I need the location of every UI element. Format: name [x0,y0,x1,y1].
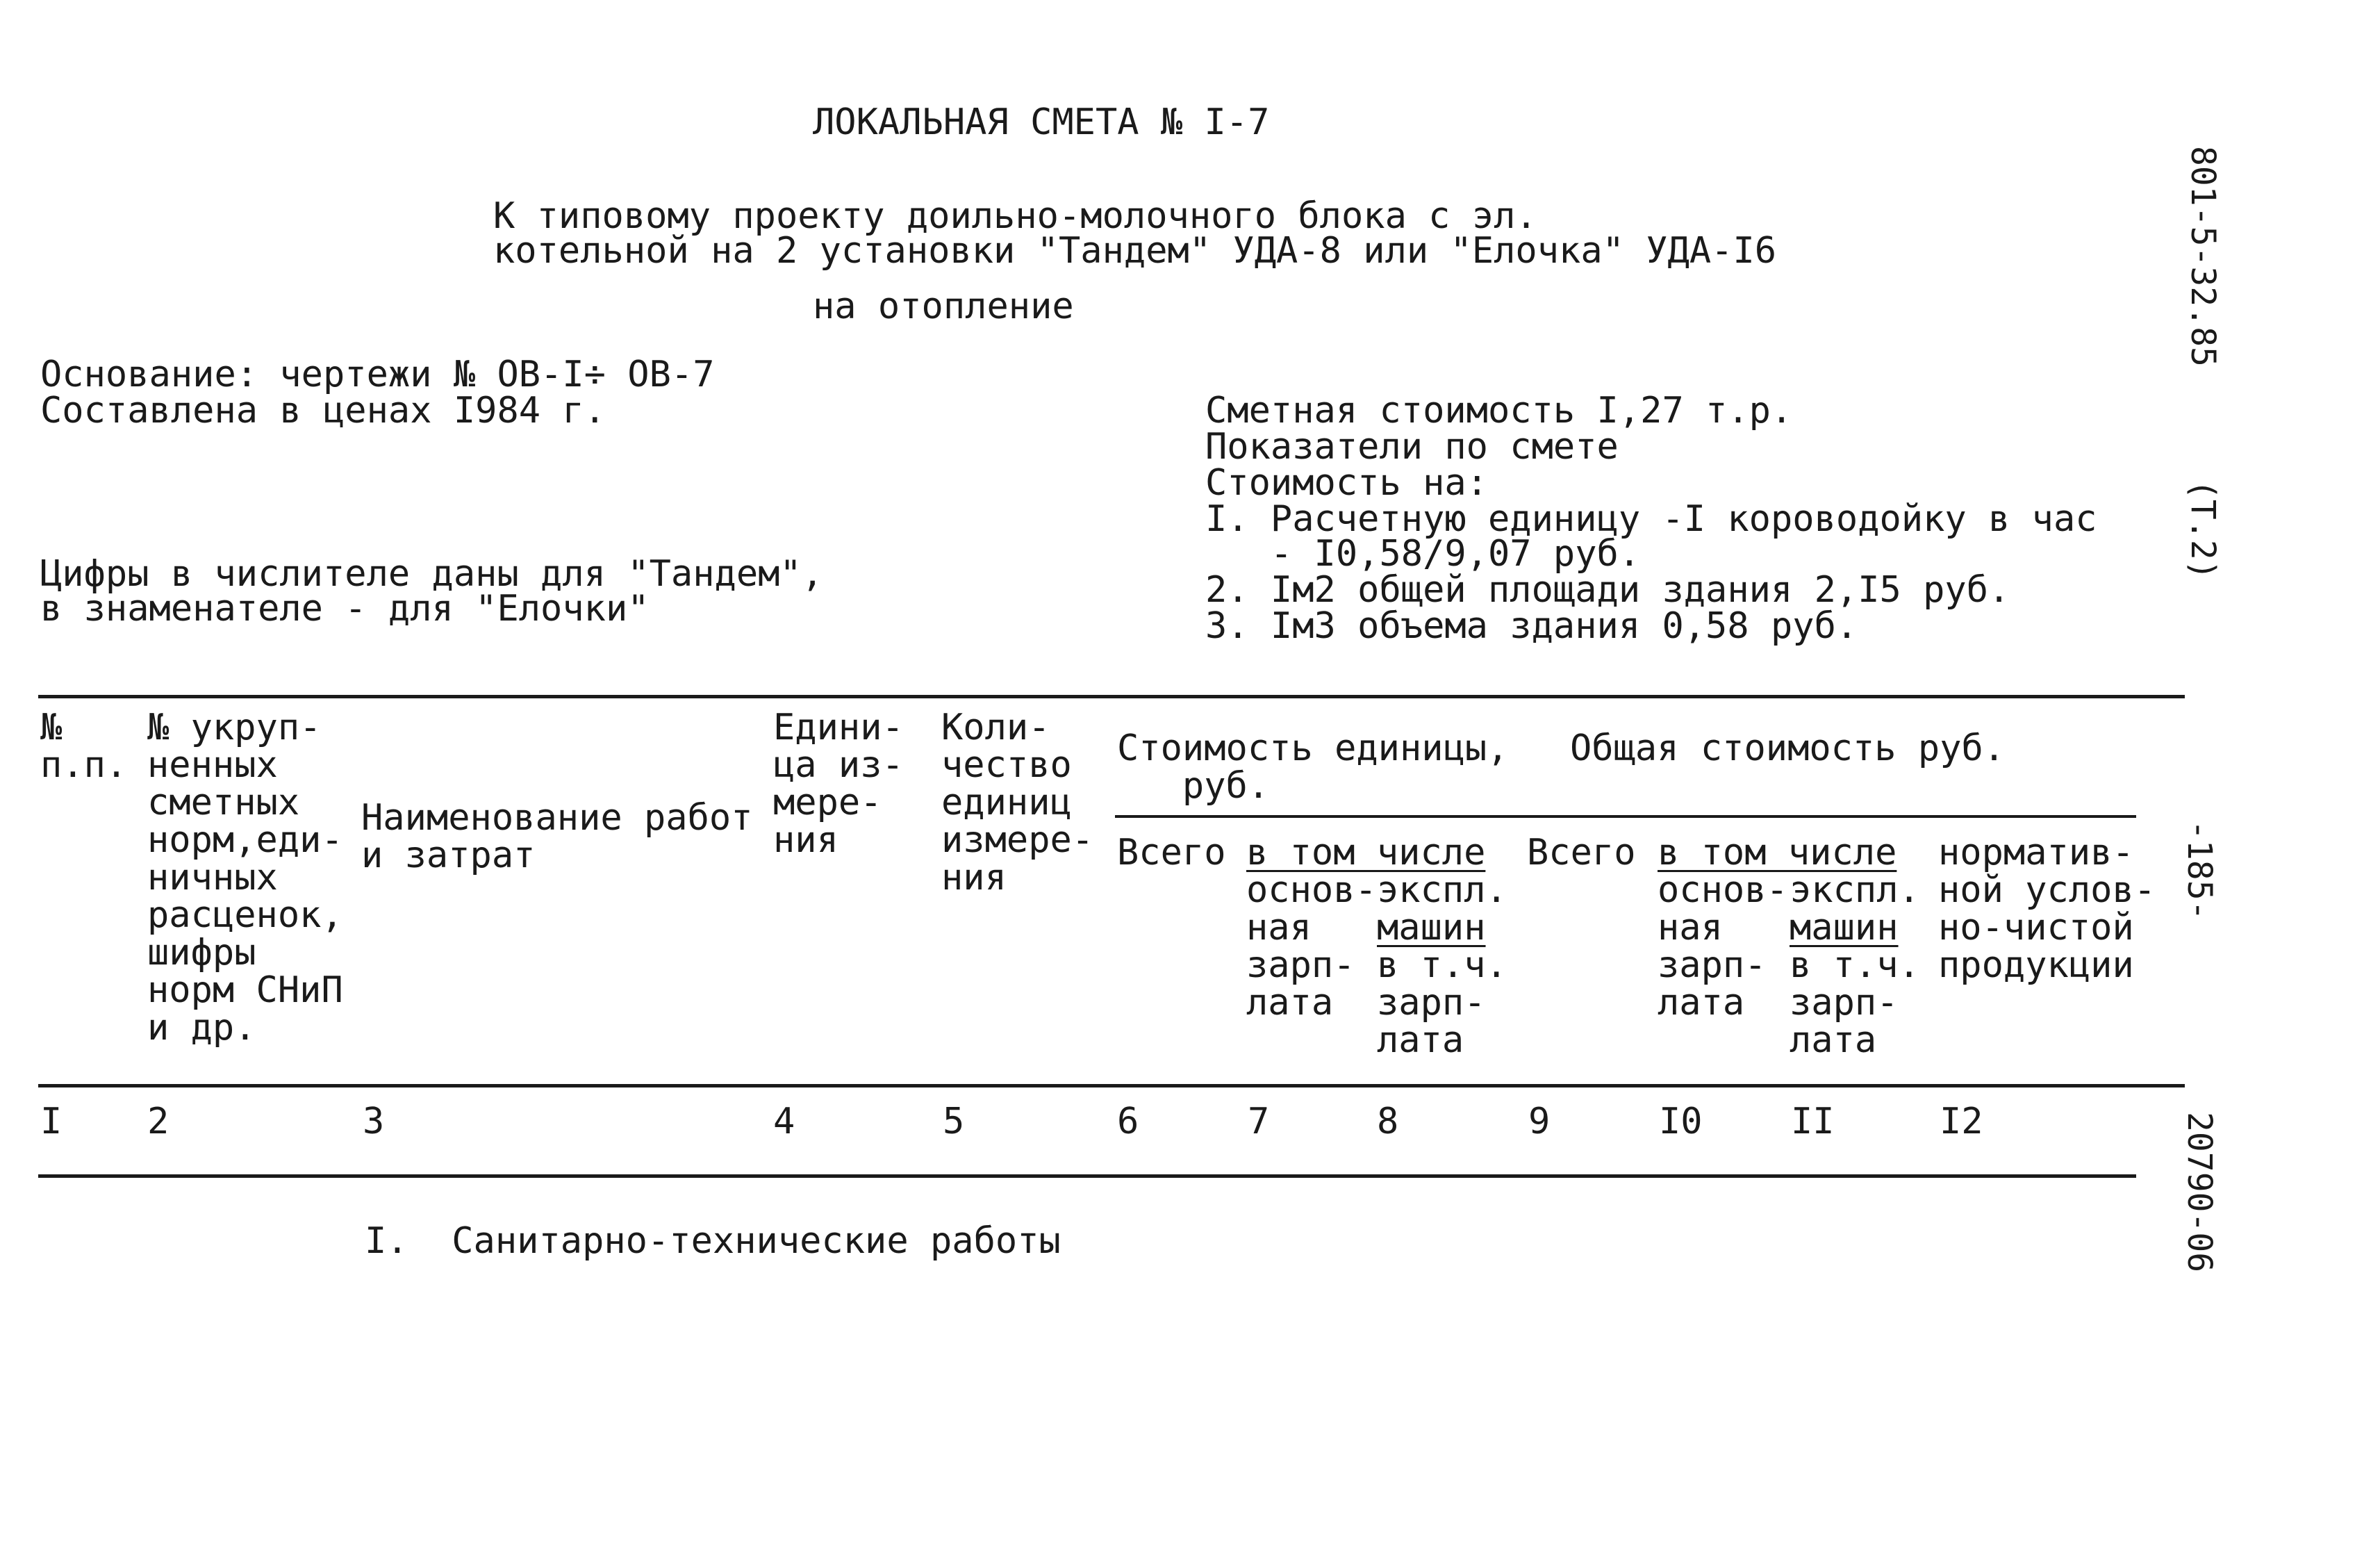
table-top-rule [38,695,2185,698]
header-col9-total: Всего [1527,832,1636,873]
col-number-7: 7 [1248,1101,1270,1142]
header-col1-number: № п.п. [40,707,128,786]
col-number-4: 4 [773,1101,795,1142]
header-col4-unit: Едини- ца из- мере- ния [773,707,904,861]
header-col8-salary: в т.ч. зарп- лата [1377,944,1507,1061]
price-basis: Составлена в ценах I984 г. [40,390,606,432]
note-line-1: Цифры в числителе даны для "Тандем", [40,553,824,595]
header-col11-machines: машин [1790,907,1899,949]
note-line-2: в знаменателе - для "Елочки" [40,588,650,630]
header-col6-total: Всего [1117,832,1226,873]
cost-item-1-value: - I0,58/9,07 руб. [1205,533,1641,575]
header-col2-norms: № укруп- ненных сметных норм,еди- ничных расценок, шифры норм СНиП и др. [147,707,343,1049]
document-title: ЛОКАЛЬНАЯ СМЕТА № I-7 [813,101,1270,143]
cost-item-3: 3. Iм3 объема здания 0,58 руб. [1205,605,1858,647]
header-col5-quantity: Коли- чество единиц измере- ния [941,707,1094,898]
col-number-11: II [1791,1101,1835,1142]
purpose: на отопление [813,286,1074,327]
indicators: Показатели по смете [1205,426,1619,468]
side-archive-code: 20790-06 [2180,1112,2219,1273]
col-number-10: I0 [1659,1101,1703,1142]
header-col10-base-salary: основ- ная зарп- лата [1658,869,1788,1024]
header-col3-name: Наименование работ и затрат [361,797,753,876]
col-number-9: 9 [1528,1101,1551,1142]
header-col7-base-salary: основ- ная зарп- лата [1246,869,1377,1024]
header-col7-8-group: в том числе [1246,832,1486,873]
header-col8-operation: экспл. [1377,869,1507,911]
estimated-cost: Сметная стоимость I,27 т.р. [1205,390,1793,432]
col-number-3: 3 [363,1101,385,1142]
header-col12-net-output: норматив- ной услов- но-чистой продукции [1938,832,2156,986]
header-bottom-rule [38,1084,2185,1087]
header-col11-operation: экспл. [1790,869,1920,911]
cost-group-rule [1115,815,2136,818]
side-project-code: 801-5-32.85 [2183,146,2222,367]
cost-item-1: I. Расчетную единицу -I короводойку в час [1205,498,2097,540]
header-unit-cost-group: Стоимость единицы, руб. [1117,728,1509,807]
col-number-8: 8 [1377,1101,1399,1142]
col-number-rule [38,1174,2136,1178]
col-number-12: I2 [1940,1101,1983,1142]
cost-item-2: 2. Iм2 общей площади здания 2,I5 руб. [1205,569,2010,611]
side-volume-mark: (Т.2) [2183,479,2222,580]
cost-on: Стоимость на: [1205,462,1488,504]
page-number: -185- [2180,820,2219,921]
header-col11-salary: в т.ч. зарп- лата [1790,944,1920,1061]
subtitle-line-2: котельной на 2 установки "Тандем" УДА-8 или "Елочка" УДА-I6 [493,230,1777,272]
header-col8-machines: машин [1377,907,1486,949]
subtitle-line-1: К типовому проекту доильно-молочного блока с эл. [493,195,1537,237]
header-col10-11-group: в том числе [1658,832,1897,873]
section-title: I. Санитарно-технические работы [365,1220,1061,1262]
header-total-cost-group: Общая стоимость руб. [1570,728,2006,769]
col-number-1: I [40,1101,63,1142]
col-number-2: 2 [147,1101,170,1142]
col-number-6: 6 [1117,1101,1139,1142]
col-number-5: 5 [943,1101,965,1142]
basis: Основание: чертежи № ОВ-I÷ ОВ-7 [40,354,715,395]
